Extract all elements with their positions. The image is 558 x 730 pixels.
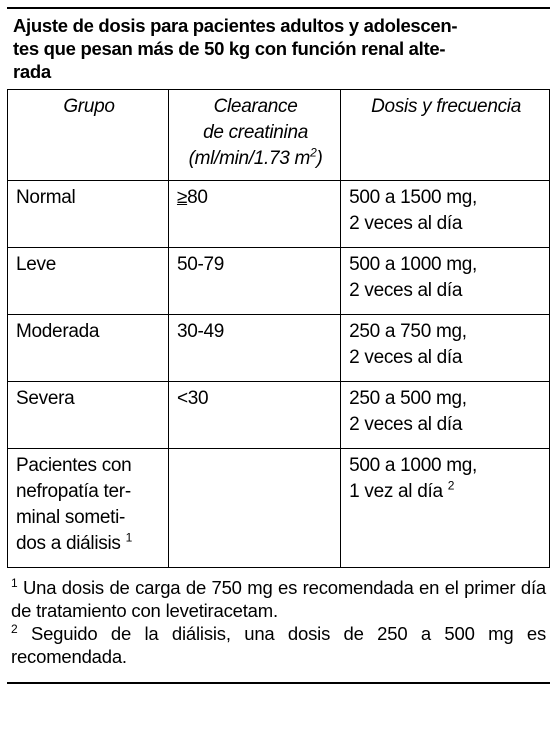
table-row <box>8 449 550 568</box>
header-dose-label: Dosis y frecuencia <box>371 96 521 117</box>
dose-line: 500 a 1500 mg, <box>349 187 477 208</box>
cell-clearance <box>168 449 340 568</box>
footnote-ref-2: 2 <box>447 478 455 493</box>
frequency-text: 1 vez al día <box>349 481 443 502</box>
group-label: Moderada <box>16 321 100 342</box>
footnote-2-marker: 2 <box>11 621 18 636</box>
group-label: Leve <box>16 254 57 275</box>
table-row <box>8 248 550 315</box>
title-line-1: Ajuste de dosis para pacientes adultos y adolescen- <box>13 15 458 36</box>
cell-group <box>8 248 169 315</box>
group-label: Normal <box>16 187 76 208</box>
cell-group <box>8 315 169 382</box>
footnote-2-text: Seguido de la diálisis, una dosis de 250 a 500 mg es recomendada. <box>11 623 546 667</box>
title-line-2: tes que pesan más de 50 kg con función renal alte- <box>13 38 446 59</box>
group-label-line: Pacientes con <box>16 455 132 476</box>
header-clearance-line3 <box>177 146 334 172</box>
clearance-value: 50-79 <box>176 254 225 275</box>
header-dose <box>341 90 550 181</box>
cell-clearance <box>168 181 340 248</box>
group-label-line: minal someti- <box>16 507 126 528</box>
cell-dose <box>341 382 550 449</box>
cell-dose <box>341 248 550 315</box>
bottom-rule <box>7 682 550 684</box>
footnote-1-marker: 1 <box>11 575 18 590</box>
title-line-3: rada <box>13 61 51 82</box>
header-clearance-line2: de creatinina <box>203 122 308 143</box>
table-row <box>8 181 550 248</box>
dose-line: 250 a 500 mg, <box>349 388 467 409</box>
footnote-1 <box>11 576 546 622</box>
footnote-ref-1: 1 <box>125 530 132 545</box>
frequency-line: 2 veces al día <box>349 213 463 234</box>
footnotes <box>7 568 550 678</box>
clearance-prefix: ≥ <box>176 187 188 208</box>
cell-dose <box>341 181 550 248</box>
dose-line: 500 a 1000 mg, <box>349 254 477 275</box>
table-header-row <box>8 90 550 181</box>
table-row <box>8 315 550 382</box>
cell-clearance <box>168 315 340 382</box>
footnote-1-text: Una dosis de carga de 750 mg es recomendada en el primer día de tratamiento con levetiracetam. <box>11 577 546 621</box>
header-group <box>8 90 169 181</box>
footnote-2 <box>11 622 546 668</box>
header-clearance-units: (ml/min/1.73 m <box>188 148 311 169</box>
cell-group <box>8 181 169 248</box>
dose-table <box>7 89 550 568</box>
frequency-line: 2 veces al día <box>349 280 463 301</box>
header-clearance <box>168 90 340 181</box>
group-label-line: nefropatía ter- <box>16 481 131 502</box>
cell-dose <box>341 449 550 568</box>
cell-group <box>8 449 169 568</box>
dose-line: 250 a 750 mg, <box>349 321 467 342</box>
frequency-line <box>349 479 543 505</box>
cell-clearance <box>168 248 340 315</box>
group-label-last: dos a diálisis <box>16 533 121 554</box>
clearance-value: 80 <box>187 187 208 208</box>
clearance-value: 30-49 <box>176 321 225 342</box>
table-row <box>8 382 550 449</box>
clearance-value: <30 <box>176 388 209 409</box>
header-clearance-close: ) <box>316 148 323 169</box>
header-clearance-line1: Clearance <box>213 96 298 117</box>
group-label: Severa <box>16 388 75 409</box>
frequency-line: 2 veces al día <box>349 347 463 368</box>
header-group-label: Grupo <box>63 96 115 117</box>
cell-clearance <box>168 382 340 449</box>
header-clearance-sup: 2 <box>310 145 317 160</box>
cell-group <box>8 382 169 449</box>
group-label-line <box>16 531 162 557</box>
dose-adjustment-document <box>7 7 550 684</box>
frequency-line: 2 veces al día <box>349 414 463 435</box>
dose-line: 500 a 1000 mg, <box>349 455 477 476</box>
section-title <box>7 7 550 89</box>
cell-dose <box>341 315 550 382</box>
